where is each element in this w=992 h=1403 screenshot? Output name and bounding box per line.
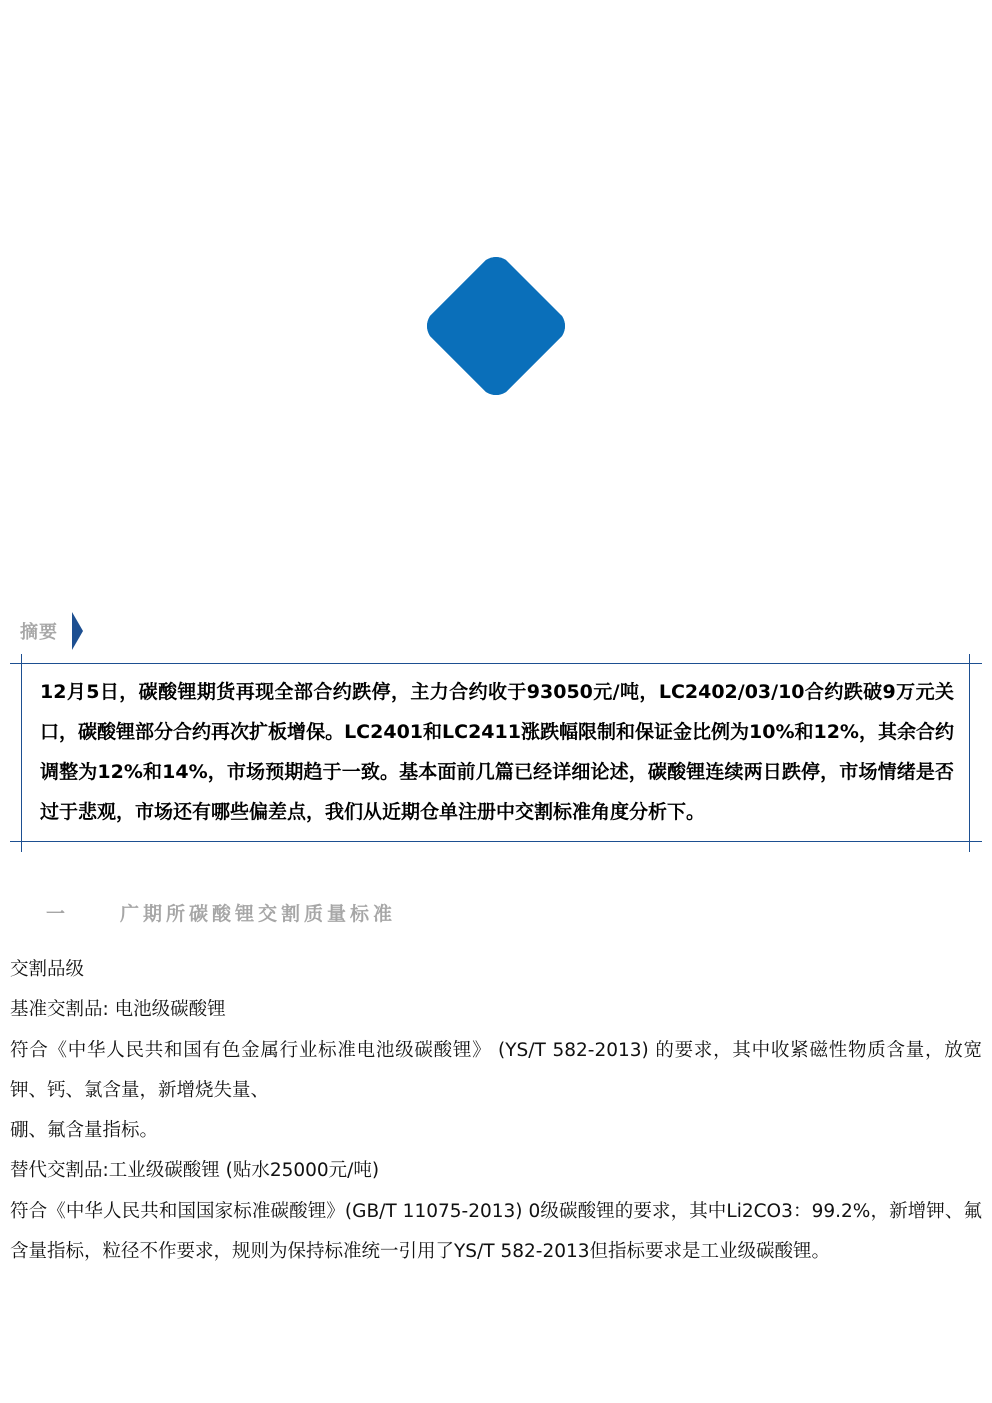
frame-bottom-line bbox=[10, 841, 982, 842]
section-heading bbox=[46, 896, 396, 928]
abstract-tag bbox=[20, 612, 83, 650]
body-text bbox=[10, 950, 982, 1272]
body-paragraph-delivery-grade: 交割品级 bbox=[10, 959, 85, 980]
diamond-logo-icon bbox=[424, 254, 568, 398]
body-paragraph-substitute: 替代交割品:工业级碳酸锂 (贴水25000元/吨) bbox=[10, 1160, 380, 1182]
abstract-text: 12月5日，碳酸锂期货再现全部合约跌停，主力合约收于93050元/吨，LC2402/03/10合约跌破9万元关口，碳酸锂部分合约再次扩板增保。LC2401和LC2411涨跌幅限制和保证金比例为10%和12%，其余合约调整为12%和14%，市场预期趋于一致。基本面前几篇已经详细论述，碳酸锂连续两日跌停，市场情绪是否过于悲观，市场还有哪些偏差点，我们从近期仓单注册中交割标准角度分析下。 bbox=[40, 681, 954, 823]
logo-diamond-fill bbox=[427, 257, 565, 395]
frame-left-line bbox=[21, 654, 22, 852]
frame-top-line bbox=[10, 663, 982, 664]
frame-right-line bbox=[969, 654, 970, 852]
body-paragraph-benchmark-standard: 符合《中华人民共和国有色金属行业标准电池级碳酸锂》 (YS/T 582-2013) 的要求，其中收紧磁性物质含量，放宽钾、钙、氯含量，新增烧失量、 bbox=[10, 1039, 982, 1101]
body-paragraph-benchmark-indicators: 硼、氟含量指标。 bbox=[10, 1120, 159, 1142]
body-paragraph-benchmark: 基准交割品: 电池级碳酸锂 bbox=[10, 999, 226, 1021]
section-number: 一 bbox=[46, 902, 66, 925]
section-title: 广期所碳酸锂交割质量标准 bbox=[120, 902, 397, 925]
arrow-right-icon bbox=[72, 612, 83, 650]
body-paragraph-substitute-standard: 符合《中华人民共和国国家标准碳酸锂》(GB/T 11075-2013) 0级碳酸锂的要求，其中Li2CO3：99.2%，新增钾、氟含量指标，粒径不作要求，规则为保持标准统一引用了YS/T 582-2013但指标要求是工业级碳酸锂。 bbox=[10, 1200, 982, 1263]
company-logo bbox=[424, 254, 568, 398]
abstract-label: 摘要 bbox=[20, 622, 58, 643]
